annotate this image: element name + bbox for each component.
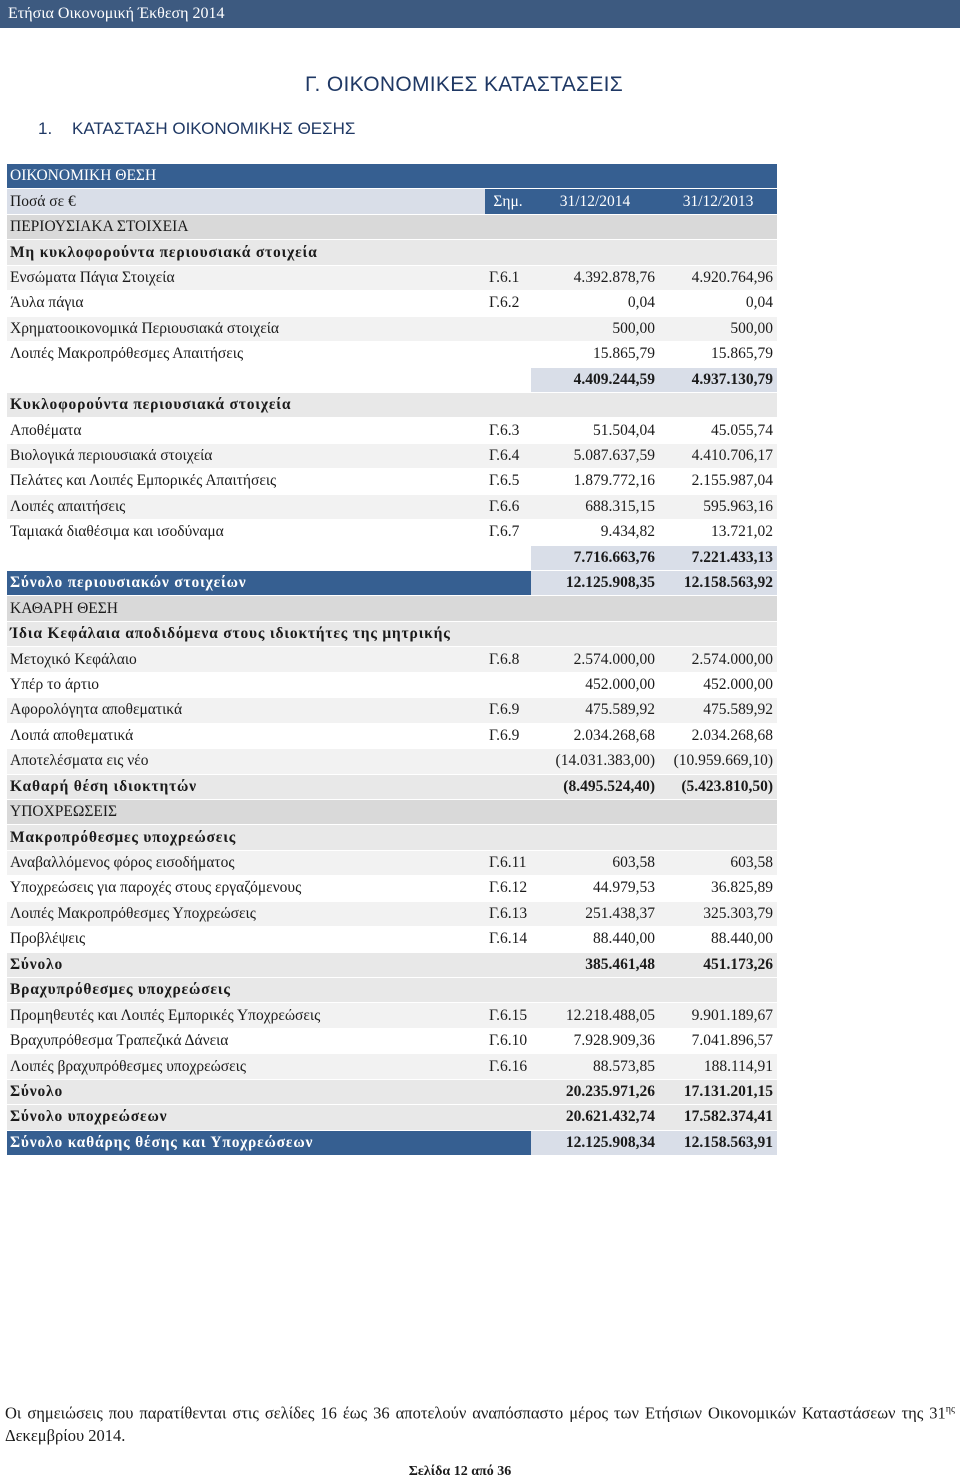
row-value-2013: 603,58 xyxy=(659,850,777,875)
row-value-2014: 2.034.268,68 xyxy=(531,723,659,748)
row-value-2013: 88.440,00 xyxy=(659,927,777,952)
row-label: Αποτελέσματα εις νέο xyxy=(7,749,485,774)
row-note: Γ.6.13 xyxy=(485,901,531,926)
row-note xyxy=(485,316,531,341)
row-note: Γ.6.10 xyxy=(485,1028,531,1053)
row-value-2014: 603,58 xyxy=(531,850,659,875)
row-note xyxy=(485,596,531,621)
row-note: Γ.6.6 xyxy=(485,494,531,519)
row-note: Γ.6.3 xyxy=(485,418,531,443)
row-value-2013 xyxy=(659,978,777,1003)
row-value-2014 xyxy=(531,596,659,621)
row-value-2014: 5.087.637,59 xyxy=(531,443,659,468)
row-note xyxy=(485,774,531,799)
table-row xyxy=(7,316,777,341)
row-note xyxy=(485,240,531,265)
table-row xyxy=(7,825,777,850)
row-value-2014: 475.589,92 xyxy=(531,698,659,723)
row-label: Μακροπρόθεσμες υποχρεώσεις xyxy=(7,825,485,850)
row-value-2014: 500,00 xyxy=(531,316,659,341)
table-row xyxy=(7,749,777,774)
table-row xyxy=(7,698,777,723)
row-value-2013: 2.155.987,04 xyxy=(659,469,777,494)
row-note xyxy=(485,342,531,367)
table-row xyxy=(7,265,777,290)
row-value-2014: 15.865,79 xyxy=(531,342,659,367)
row-label: Βραχυπρόθεσμα Τραπεζικά Δάνεια xyxy=(7,1028,485,1053)
row-value-2014 xyxy=(531,392,659,417)
table-row xyxy=(7,901,777,926)
footnote-text-end: Δεκεμβρίου 2014. xyxy=(5,1425,126,1445)
table-row xyxy=(7,1028,777,1053)
table-row xyxy=(7,520,777,545)
row-value-2014: 12.218.488,05 xyxy=(531,1003,659,1028)
row-value-2013: 9.901.189,67 xyxy=(659,1003,777,1028)
table-title: ΟΙΚΟΝΟΜΙΚΗ ΘΕΣΗ xyxy=(7,164,777,189)
row-label: Άυλα πάγια xyxy=(7,291,485,316)
row-value-2013: (5.423.810,50) xyxy=(659,774,777,799)
row-note: Γ.6.9 xyxy=(485,723,531,748)
row-note xyxy=(485,749,531,774)
document-header xyxy=(0,0,960,28)
row-label: Βιολογικά περιουσιακά στοιχεία xyxy=(7,443,485,468)
row-value-2013: 15.865,79 xyxy=(659,342,777,367)
row-value-2014: (8.495.524,40) xyxy=(531,774,659,799)
table-row xyxy=(7,850,777,875)
row-label: Σύνολο περιουσιακών στοιχείων xyxy=(7,571,485,596)
table-row xyxy=(7,621,777,646)
row-value-2014 xyxy=(531,214,659,239)
row-value-2013: 0,04 xyxy=(659,291,777,316)
row-label: Ταμιακά διαθέσιμα και ισοδύναμα xyxy=(7,520,485,545)
table-row xyxy=(7,1054,777,1079)
row-value-2013: 500,00 xyxy=(659,316,777,341)
row-value-2014: 12.125.908,34 xyxy=(531,1130,659,1155)
row-value-2013: 4.920.764,96 xyxy=(659,265,777,290)
row-value-2013 xyxy=(659,214,777,239)
row-value-2014 xyxy=(531,825,659,850)
table-row xyxy=(7,342,777,367)
row-note xyxy=(485,825,531,850)
row-value-2013: 7.041.896,57 xyxy=(659,1028,777,1053)
row-value-2013: 451.173,26 xyxy=(659,952,777,977)
row-value-2014: 51.504,04 xyxy=(531,418,659,443)
row-value-2013: 12.158.563,91 xyxy=(659,1130,777,1155)
row-value-2014 xyxy=(531,799,659,824)
table-row xyxy=(7,494,777,519)
row-label: Λοιπές απαιτήσεις xyxy=(7,494,485,519)
row-value-2014: 688.315,15 xyxy=(531,494,659,519)
footnote-text: Οι σημειώσεις που παρατίθενται στις σελίδες 16 έως 36 αποτελούν αναπόσπαστο μέρος των Ετήσιων Οικονομικών Καταστάσεων της 31 xyxy=(5,1403,946,1423)
row-note: Γ.6.11 xyxy=(485,850,531,875)
row-value-2014: 4.392.878,76 xyxy=(531,265,659,290)
table-row xyxy=(7,367,777,392)
row-note xyxy=(485,392,531,417)
row-note xyxy=(485,1079,531,1104)
row-note xyxy=(485,799,531,824)
table-row xyxy=(7,1079,777,1104)
row-label: Υποχρεώσεις για παροχές στους εργαζόμενους xyxy=(7,876,485,901)
table-row xyxy=(7,443,777,468)
row-note xyxy=(485,672,531,697)
document-header-title: Ετήσια Οικονομική Έκθεση 2014 xyxy=(8,5,225,22)
row-note xyxy=(485,571,531,596)
table-row xyxy=(7,774,777,799)
row-label: Σύνολο υποχρεώσεων xyxy=(7,1105,485,1130)
row-value-2014: 251.438,37 xyxy=(531,901,659,926)
row-label: Λοιπές Μακροπρόθεσμες Απαιτήσεις xyxy=(7,342,485,367)
row-note: Γ.6.2 xyxy=(485,291,531,316)
table-row xyxy=(7,927,777,952)
row-label: Προβλέψεις xyxy=(7,927,485,952)
row-label: Λοιπές βραχυπρόθεσμες υποχρεώσεις xyxy=(7,1054,485,1079)
row-label: Κυκλοφορούντα περιουσιακά στοιχεία xyxy=(7,392,485,417)
row-value-2013: 4.937.130,79 xyxy=(659,367,777,392)
row-note: Γ.6.8 xyxy=(485,647,531,672)
row-value-2013 xyxy=(659,240,777,265)
row-value-2014: 2.574.000,00 xyxy=(531,647,659,672)
row-note xyxy=(485,621,531,646)
row-label: Αποθέματα xyxy=(7,418,485,443)
row-value-2013: 4.410.706,17 xyxy=(659,443,777,468)
row-value-2013: 2.034.268,68 xyxy=(659,723,777,748)
table-row xyxy=(7,418,777,443)
row-value-2014: 20.621.432,74 xyxy=(531,1105,659,1130)
row-value-2013: 452.000,00 xyxy=(659,672,777,697)
row-value-2013: 17.582.374,41 xyxy=(659,1105,777,1130)
row-value-2014: 1.879.772,16 xyxy=(531,469,659,494)
row-label: Ενσώματα Πάγια Στοιχεία xyxy=(7,265,485,290)
row-value-2013: 188.114,91 xyxy=(659,1054,777,1079)
row-value-2013 xyxy=(659,799,777,824)
footnote-superscript: ης xyxy=(945,1404,955,1415)
table-row xyxy=(7,240,777,265)
row-label: Καθαρή θέση ιδιοκτητών xyxy=(7,774,485,799)
row-note xyxy=(485,214,531,239)
table-title-row xyxy=(7,164,777,189)
row-label: ΚΑΘΑΡΗ ΘΕΣΗ xyxy=(7,596,485,621)
row-note: Γ.6.15 xyxy=(485,1003,531,1028)
row-label: Προμηθευτές και Λοιπές Εμπορικές Υποχρεώσεις xyxy=(7,1003,485,1028)
table-row xyxy=(7,647,777,672)
row-value-2014 xyxy=(531,621,659,646)
row-note: Γ.6.9 xyxy=(485,698,531,723)
column-header-2013: 31/12/2013 xyxy=(659,189,777,214)
row-value-2013: 12.158.563,92 xyxy=(659,571,777,596)
row-value-2014: 44.979,53 xyxy=(531,876,659,901)
row-label: Λοιπές Μακροπρόθεσμες Υποχρεώσεις xyxy=(7,901,485,926)
row-note: Γ.6.1 xyxy=(485,265,531,290)
table-row xyxy=(7,952,777,977)
row-value-2013: (10.959.669,10) xyxy=(659,749,777,774)
subsection-title xyxy=(38,119,355,139)
table-row xyxy=(7,545,777,570)
row-label: Σύνολο xyxy=(7,952,485,977)
row-value-2014: 88.440,00 xyxy=(531,927,659,952)
row-value-2013: 13.721,02 xyxy=(659,520,777,545)
table-row xyxy=(7,723,777,748)
page-number: Σελίδα 12 από 36 xyxy=(408,1464,512,1479)
column-header-2014: 31/12/2014 xyxy=(531,189,659,214)
row-value-2013 xyxy=(659,825,777,850)
row-note: Γ.6.12 xyxy=(485,876,531,901)
row-label: Αφορολόγητα αποθεματικά xyxy=(7,698,485,723)
row-label: ΠΕΡΙΟΥΣΙΑΚΑ ΣΤΟΙΧΕΙΑ xyxy=(7,214,485,239)
table-header-row xyxy=(7,189,777,214)
table-row xyxy=(7,1105,777,1130)
row-value-2013: 45.055,74 xyxy=(659,418,777,443)
row-note xyxy=(485,1105,531,1130)
row-note: Γ.6.14 xyxy=(485,927,531,952)
row-label: Σύνολο xyxy=(7,1079,485,1104)
row-value-2013: 475.589,92 xyxy=(659,698,777,723)
row-value-2014 xyxy=(531,240,659,265)
row-value-2014: 12.125.908,35 xyxy=(531,571,659,596)
table-row xyxy=(7,291,777,316)
row-note: Γ.6.4 xyxy=(485,443,531,468)
row-value-2014 xyxy=(531,978,659,1003)
row-note: Γ.6.16 xyxy=(485,1054,531,1079)
row-label: Βραχυπρόθεσμες υποχρεώσεις xyxy=(7,978,485,1003)
row-value-2013: 7.221.433,13 xyxy=(659,545,777,570)
row-value-2014: 385.461,48 xyxy=(531,952,659,977)
table-row xyxy=(7,1003,777,1028)
row-value-2013: 2.574.000,00 xyxy=(659,647,777,672)
row-note xyxy=(485,545,531,570)
column-header-amounts: Ποσά σε € xyxy=(7,189,485,214)
row-label xyxy=(7,367,485,392)
table-row xyxy=(7,214,777,239)
row-value-2013: 17.131.201,15 xyxy=(659,1079,777,1104)
row-label: Πελάτες και Λοιπές Εμπορικές Απαιτήσεις xyxy=(7,469,485,494)
table-row xyxy=(7,1130,777,1155)
financial-position-table xyxy=(7,164,777,1156)
section-title: Γ. ΟΙΚΟΝΟΜΙΚΕΣ ΚΑΤΑΣΤΑΣΕΙΣ xyxy=(305,73,624,96)
row-label: Χρηματοοικονομικά Περιουσιακά στοιχεία xyxy=(7,316,485,341)
row-label: Σύνολο καθάρης θέσης και Υποχρεώσεων xyxy=(7,1130,485,1155)
row-value-2013 xyxy=(659,621,777,646)
row-value-2013 xyxy=(659,392,777,417)
subsection-text: ΚΑΤΑΣΤΑΣΗ ΟΙΚΟΝΟΜΙΚΗΣ ΘΕΣΗΣ xyxy=(72,119,356,138)
table-row xyxy=(7,571,777,596)
row-note: Γ.6.5 xyxy=(485,469,531,494)
financial-position-table-body xyxy=(7,164,777,1156)
row-label: ΥΠΟΧΡΕΩΣΕΙΣ xyxy=(7,799,485,824)
row-label: Υπέρ το άρτιο xyxy=(7,672,485,697)
row-value-2014: 0,04 xyxy=(531,291,659,316)
row-note xyxy=(485,367,531,392)
table-row xyxy=(7,596,777,621)
row-label xyxy=(7,545,485,570)
table-row xyxy=(7,876,777,901)
row-value-2014: 7.716.663,76 xyxy=(531,545,659,570)
table-row xyxy=(7,392,777,417)
row-label: Μη κυκλοφορούντα περιουσιακά στοιχεία xyxy=(7,240,485,265)
table-row xyxy=(7,469,777,494)
row-value-2013: 36.825,89 xyxy=(659,876,777,901)
table-row xyxy=(7,672,777,697)
column-header-note: Σημ. xyxy=(485,189,531,214)
subsection-number: 1. xyxy=(38,119,53,138)
row-label: Αναβαλλόμενος φόρος εισοδήματος xyxy=(7,850,485,875)
row-note xyxy=(485,952,531,977)
row-label: Μετοχικό Κεφάλαιο xyxy=(7,647,485,672)
row-value-2014: 7.928.909,36 xyxy=(531,1028,659,1053)
row-value-2014: 20.235.971,26 xyxy=(531,1079,659,1104)
row-value-2013: 325.303,79 xyxy=(659,901,777,926)
row-note: Γ.6.7 xyxy=(485,520,531,545)
row-value-2014: 9.434,82 xyxy=(531,520,659,545)
row-note xyxy=(485,978,531,1003)
row-value-2013 xyxy=(659,596,777,621)
row-label: Λοιπά αποθεματικά xyxy=(7,723,485,748)
table-row xyxy=(7,799,777,824)
row-note xyxy=(485,1130,531,1155)
row-value-2013: 595.963,16 xyxy=(659,494,777,519)
row-value-2014: (14.031.383,00) xyxy=(531,749,659,774)
row-label: Ίδια Κεφάλαια αποδιδόμενα στους ιδιοκτήτες της μητρικής xyxy=(7,621,485,646)
row-value-2014: 452.000,00 xyxy=(531,672,659,697)
row-value-2014: 4.409.244,59 xyxy=(531,367,659,392)
footnote xyxy=(5,1399,955,1447)
table-row xyxy=(7,978,777,1003)
row-value-2014: 88.573,85 xyxy=(531,1054,659,1079)
